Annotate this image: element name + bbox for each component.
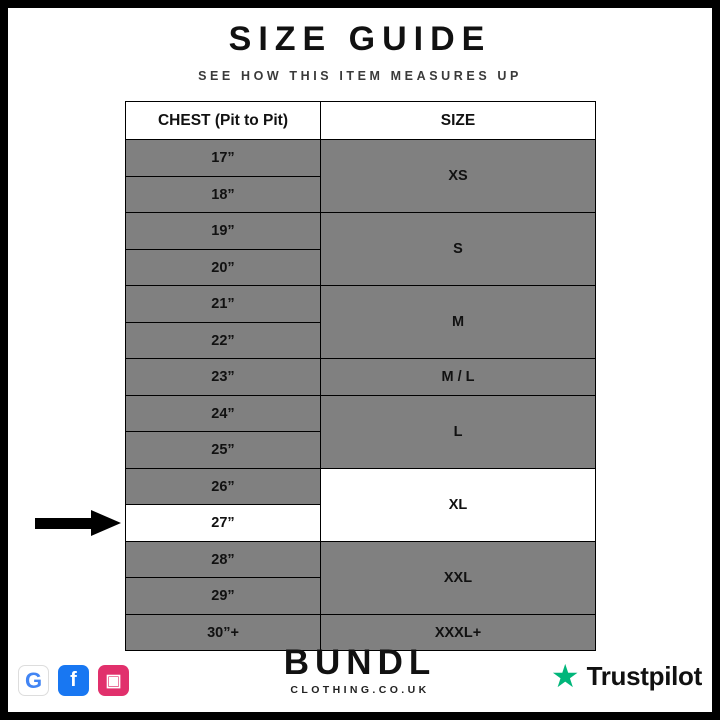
table-row [126, 541, 596, 578]
size-table-body [126, 140, 596, 651]
size-table [125, 101, 596, 651]
table-row [126, 468, 596, 505]
trustpilot-label: Trustpilot [586, 660, 702, 691]
arrow-shaft [35, 518, 93, 529]
table-header-row [126, 102, 596, 140]
chest-measurement-cell: 21” [126, 286, 321, 323]
table-row [126, 286, 596, 323]
size-label-cell: L [321, 395, 596, 468]
instagram-icon[interactable]: ▣ [98, 665, 129, 696]
chest-measurement-cell: 20” [126, 249, 321, 286]
table-row [126, 395, 596, 432]
column-header-size: SIZE [321, 102, 596, 140]
column-header-chest: CHEST (Pit to Pit) [126, 102, 321, 140]
size-label-cell: M [321, 286, 596, 359]
size-label-cell: XXL [321, 541, 596, 614]
size-label-cell: M / L [321, 359, 596, 396]
selected-row-arrow-icon [35, 510, 121, 536]
chest-measurement-cell: 17” [126, 140, 321, 177]
chest-measurement-cell: 18” [126, 176, 321, 213]
table-row [126, 140, 596, 177]
chest-measurement-cell: 27” [126, 505, 321, 542]
chest-measurement-cell: 24” [126, 395, 321, 432]
chest-measurement-cell: 22” [126, 322, 321, 359]
chest-measurement-cell: 25” [126, 432, 321, 469]
size-label-cell: XS [321, 140, 596, 213]
size-label-cell: XXXL+ [321, 614, 596, 651]
facebook-icon[interactable]: f [58, 665, 89, 696]
arrow-head [91, 510, 121, 536]
table-row [126, 213, 596, 250]
trustpilot-badge[interactable] [551, 660, 702, 692]
chest-measurement-cell: 28” [126, 541, 321, 578]
chest-measurement-cell: 29” [126, 578, 321, 615]
size-label-cell: XL [321, 468, 596, 541]
chest-measurement-cell: 30”+ [126, 614, 321, 651]
chest-measurement-cell: 23” [126, 359, 321, 396]
size-table-wrap [125, 101, 595, 651]
brand-domain: CLOTHING.CO.UK [290, 684, 430, 696]
chest-measurement-cell: 19” [126, 213, 321, 250]
footer [8, 640, 712, 702]
trustpilot-star-icon: ★ [550, 658, 580, 694]
page-subtitle: SEE HOW THIS ITEM MEASURES UP [198, 69, 522, 84]
size-guide-card [8, 8, 712, 712]
chest-measurement-cell: 26” [126, 468, 321, 505]
size-label-cell: S [321, 213, 596, 286]
google-icon[interactable]: G [18, 665, 49, 696]
table-row [126, 359, 596, 396]
brand-name: BUNDL [283, 643, 437, 682]
page-title: SIZE GUIDE [228, 20, 492, 58]
